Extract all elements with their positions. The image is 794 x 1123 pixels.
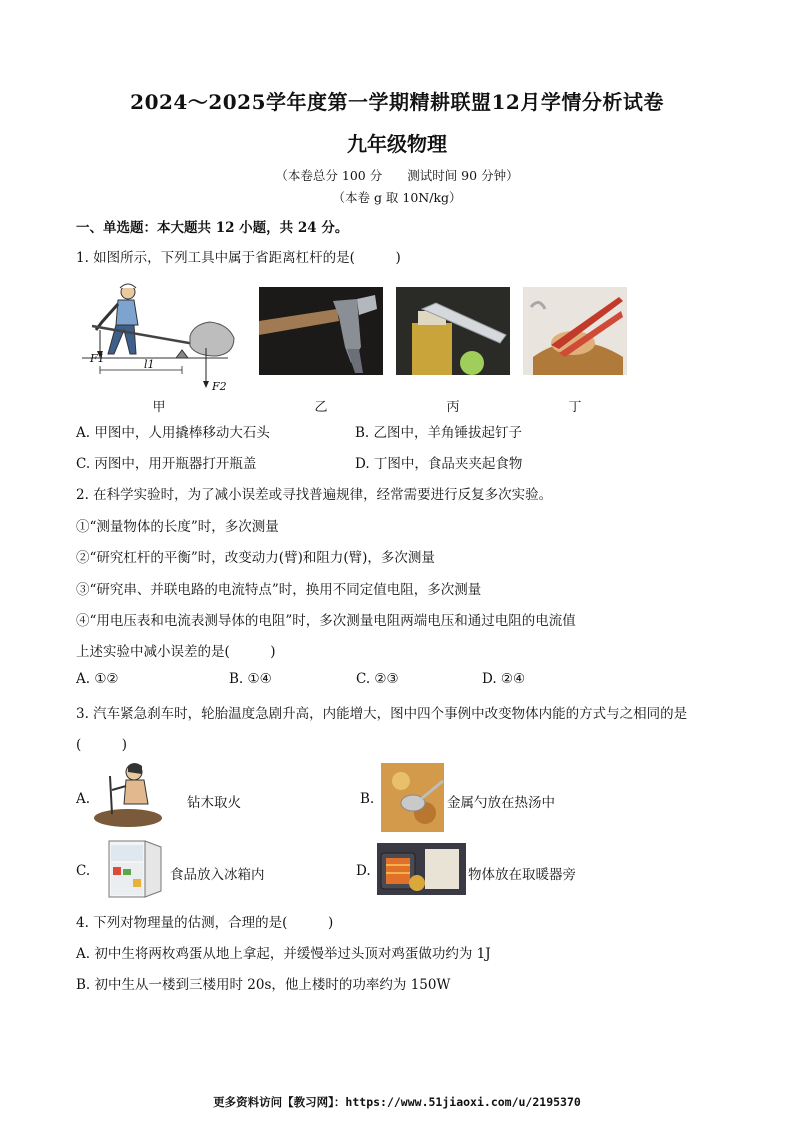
q3-option-c-text: 食品放入冰箱内 (170, 867, 265, 883)
q3-option-b-text: 金属勺放在热汤中 (447, 795, 555, 811)
section-heading: 一、单选题：本大题共 12 小题，共 24 分。 (76, 220, 349, 236)
exam-info-score-time: （本卷总分 100 分 测试时间 90 分钟） (275, 168, 519, 183)
exam-subtitle: 九年级物理 (347, 132, 447, 156)
q1-figure-ding-tongs (523, 287, 627, 375)
label-l1: l1 (144, 358, 155, 371)
exam-title: 2024～2025学年度第一学期精耕联盟12月学情分析试卷 (130, 90, 664, 114)
caption-yi: 乙 (314, 400, 328, 415)
caption-jia: 甲 (152, 400, 166, 415)
q2-item-4: ④“用电压表和电流表测导体的电阻”时，多次测量电阻两端电压和通过电阻的电流值 (76, 613, 576, 629)
q3-option-b-letter: B. (360, 791, 375, 807)
q3-image-a-drill-wood (94, 760, 170, 832)
q1-figure-jia-lever (78, 280, 248, 395)
footer-link[interactable]: 更多资料访问【教习网】：https://www.51jiaoxi.com/u/2195370 (213, 1095, 581, 1109)
q2-option-c: C. ②③ (356, 671, 399, 687)
q1-figure-bing-opener (396, 287, 510, 375)
exam-info-gravity: （本卷 g 取 10N/kg） (332, 190, 462, 205)
q2-item-2: ②“研究杠杆的平衡”时，改变动力(臂)和阻力(臂)，多次测量 (76, 550, 435, 566)
q1-stem: 1. 如图所示，下列工具中属于省距离杠杆的是( ) (76, 250, 401, 266)
q4-stem: 4. 下列对物理量的估测，合理的是( ) (76, 915, 334, 931)
q2-question: 上述实验中减小误差的是( ) (76, 644, 276, 660)
q4-option-b: B. 初中生从一楼到三楼用时 20s，他上楼时的功率约为 150W (76, 977, 451, 993)
q3-stem-blank: ( ) (76, 737, 128, 753)
q3-stem: 3. 汽车紧急刹车时，轮胎温度急剧升高，内能增大，图中四个事例中改变物体内能的方式与之相同的是 (76, 706, 688, 722)
q2-item-1: ①“测量物体的长度”时，多次测量 (76, 519, 279, 535)
q4-option-a: A. 初中生将两枚鸡蛋从地上拿起，并缓慢举过头顶对鸡蛋做功约为 1J (76, 946, 491, 962)
q2-stem: 2. 在科学实验时，为了减小误差或寻找普遍规律，经常需要进行反复多次实验。 (76, 487, 553, 503)
q1-option-d: D. 丁图中，食品夹夹起食物 (355, 456, 523, 472)
q2-option-b: B. ①④ (229, 671, 272, 687)
q2-option-d: D. ②④ (482, 671, 526, 687)
label-f2: F2 (212, 380, 227, 393)
caption-ding: 丁 (568, 400, 582, 415)
q3-option-c-letter: C. (76, 863, 91, 879)
q3-option-d-text: 物体放在取暖器旁 (468, 867, 576, 883)
q3-image-d-heater (377, 843, 466, 895)
q3-image-c-fridge (97, 839, 163, 899)
q2-option-a: A. ①② (76, 671, 119, 687)
q2-item-3: ③“研究串、并联电路的电流特点”时，换用不同定值电阻，多次测量 (76, 582, 482, 598)
q1-option-a: A. 甲图中，人用撬棒移动大石头 (76, 425, 270, 441)
label-f1: F1 (90, 352, 105, 365)
q1-option-c: C. 丙图中，用开瓶器打开瓶盖 (76, 456, 257, 472)
q3-option-d-letter: D. (356, 863, 371, 879)
q3-option-a-letter: A. (76, 791, 91, 807)
q3-image-b-spoon-soup (381, 763, 444, 832)
q1-figure-yi-hammer (259, 287, 383, 375)
caption-bing: 丙 (446, 400, 460, 415)
q1-option-b: B. 乙图中，羊角锤拔起钉子 (355, 425, 523, 441)
q3-option-a-text: 钻木取火 (187, 795, 241, 811)
